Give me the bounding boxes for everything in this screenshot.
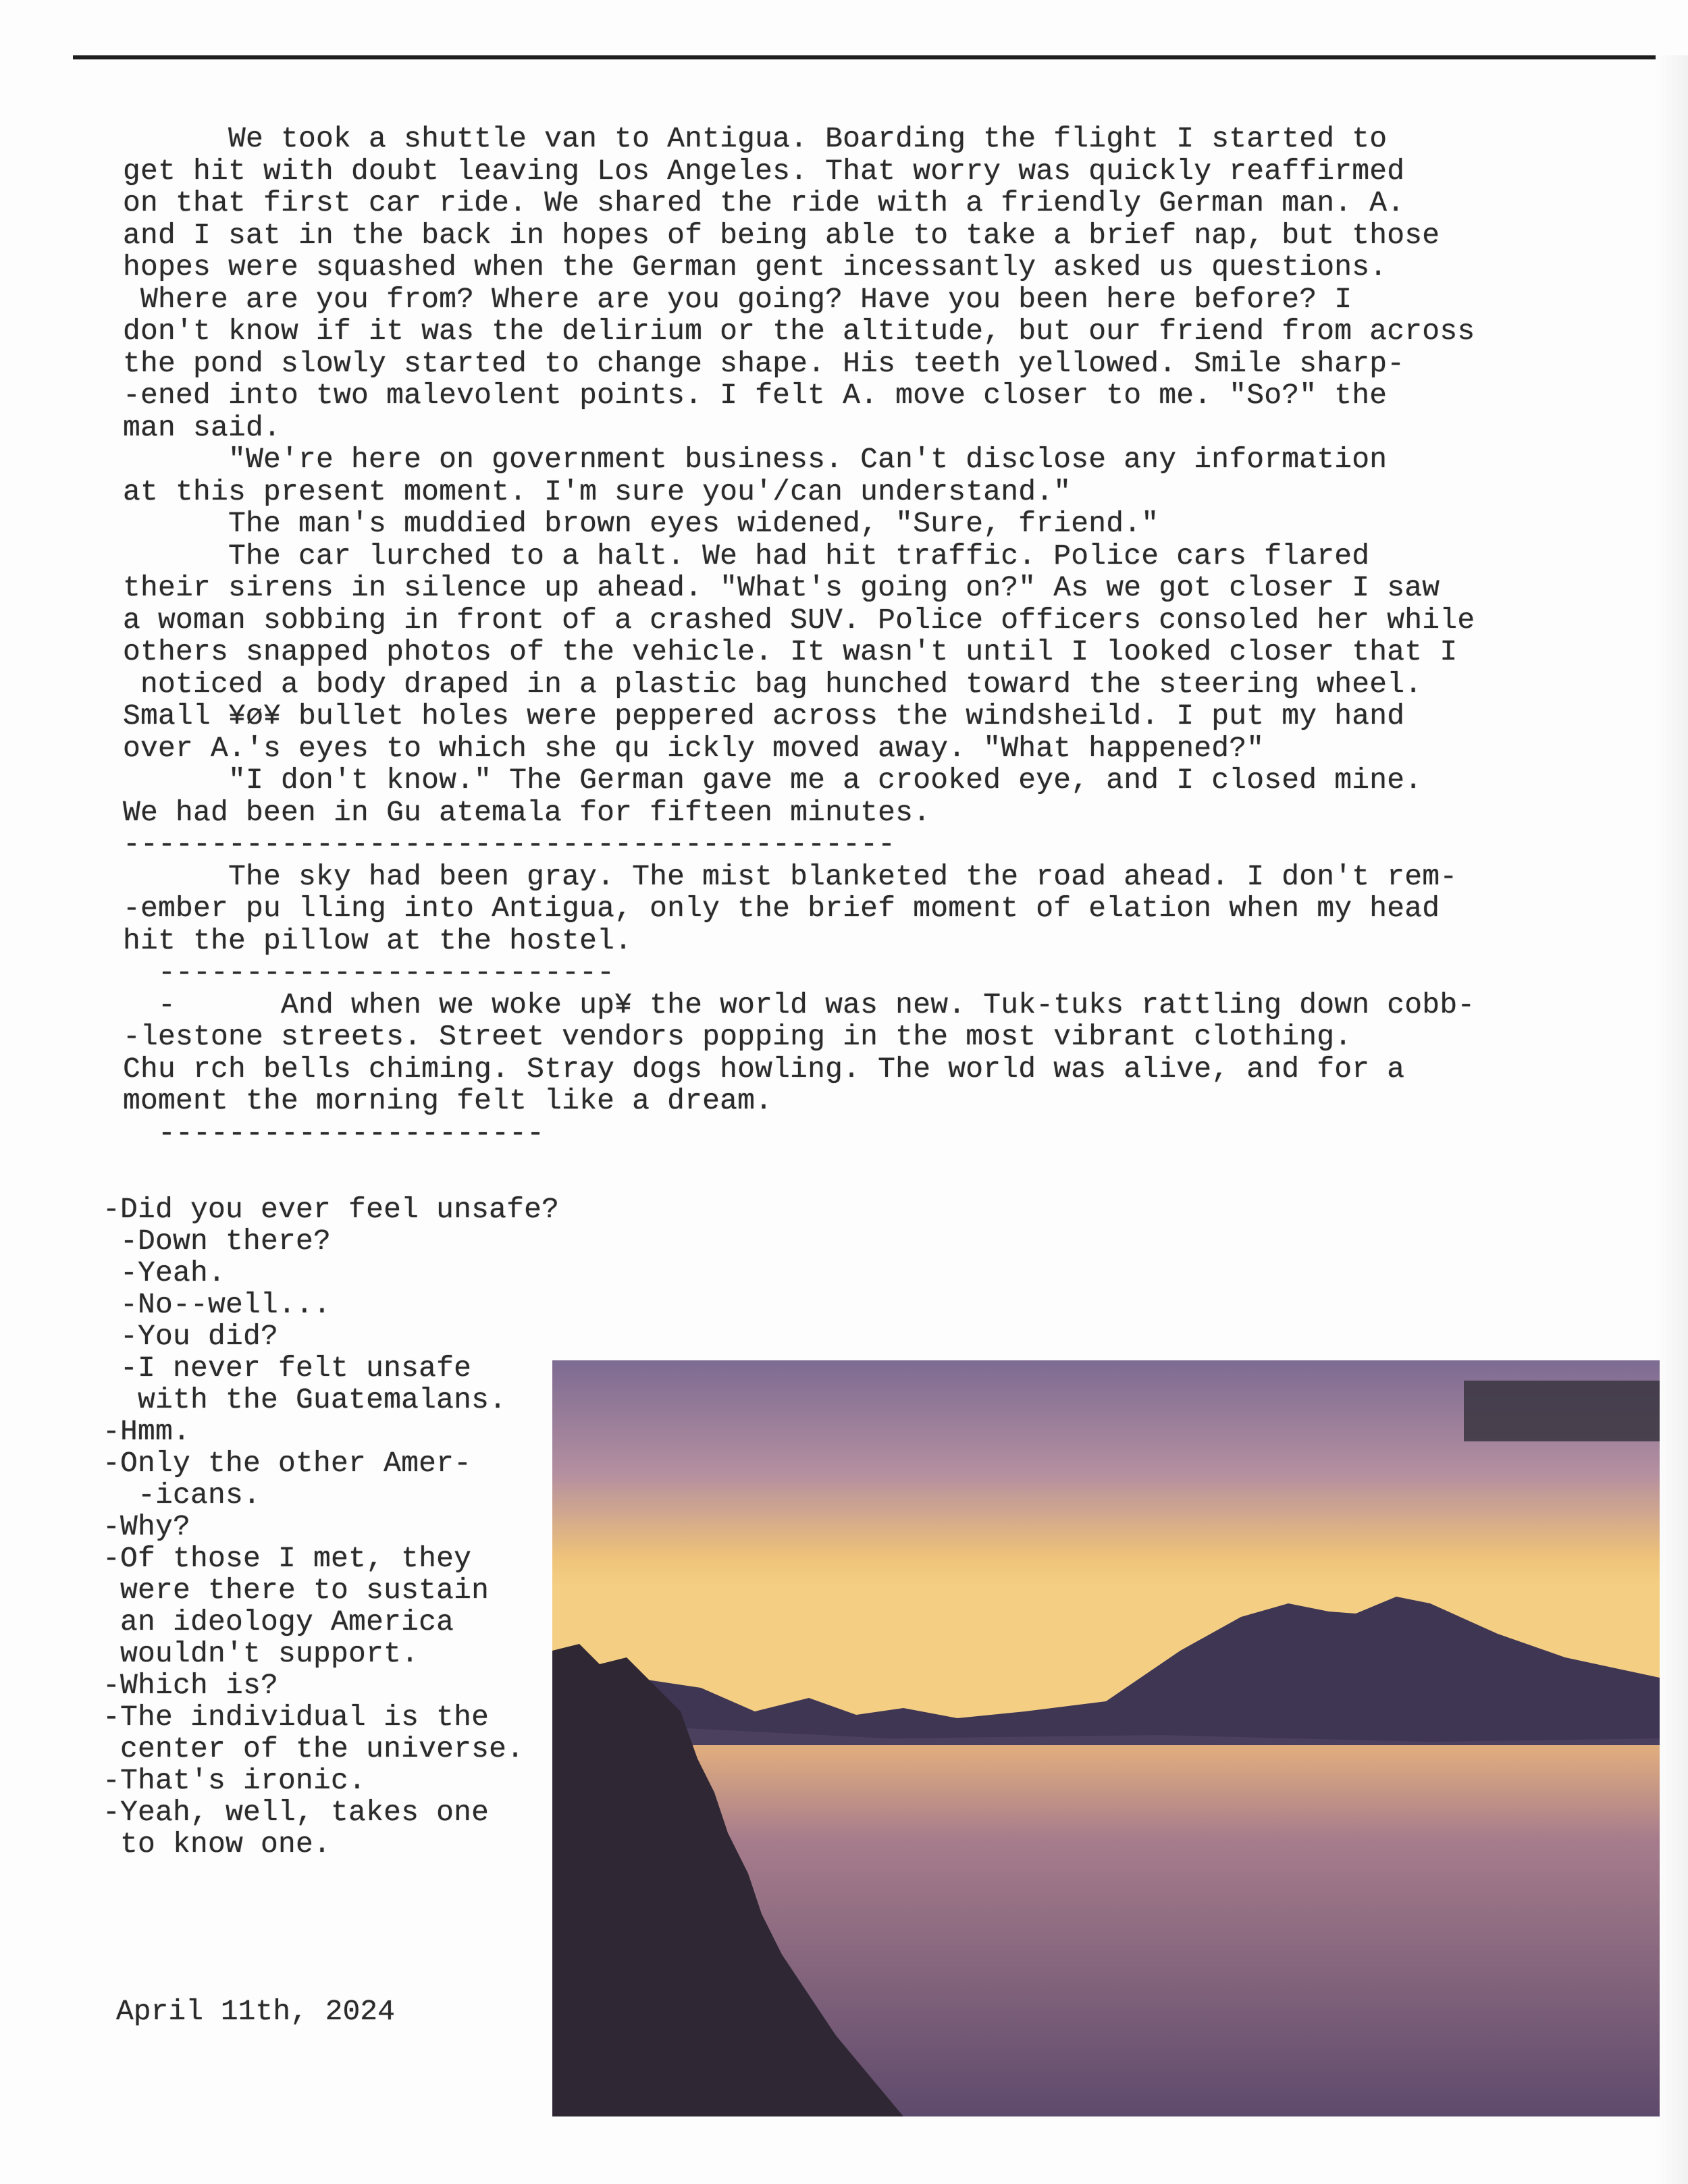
story-line-24: The sky had been gray. The mist blanketed the road ahead. I don't rem- xyxy=(123,859,1458,893)
story-line-26: hit the pillow at the hostel. xyxy=(123,924,633,957)
story-line-21: "I don't know." The German gave me a crooked eye, and I closed mine. xyxy=(123,764,1423,797)
dialogue-line-16: -Which is? xyxy=(103,1669,279,1702)
scan-top-edge xyxy=(73,55,1661,59)
story-line-23: -------------------------------------------- xyxy=(123,828,896,861)
dialogue-line-21: to know one. xyxy=(103,1828,332,1861)
story-line-32: ---------------------- xyxy=(123,1116,545,1150)
story-line-25: -ember pu lling into Antigua, only the brief moment of elation when my head xyxy=(123,892,1440,925)
story-line-5: hopes were squashed when the German gent incessantly asked us questions. xyxy=(123,250,1388,284)
story-line-10: man said. xyxy=(123,410,282,444)
dialogue-line-5: -You did? xyxy=(103,1320,279,1353)
story-line-8: the pond slowly started to change shape. His teeth yellowed. Smile sharp- xyxy=(123,346,1405,380)
dialogue-line-3: -Yeah. xyxy=(103,1256,226,1289)
dialogue-line-19: -That's ironic. xyxy=(103,1764,367,1797)
story-line-20: over A.'s eyes to which she qu ickly moved away. "What happened?" xyxy=(123,731,1265,765)
story-line-17: others snapped photos of the vehicle. It wasn't until I looked closer that I xyxy=(123,635,1458,668)
dialogue-line-2: -Down there? xyxy=(103,1225,332,1258)
dialogue-line-8: -Hmm. xyxy=(103,1415,191,1448)
dialogue-text xyxy=(103,1194,559,1860)
story-line-28: - And when we woke up¥ the world was new. Tuk-tuks rattling down cobb- xyxy=(123,988,1475,1021)
dialogue-line-13: were there to sustain xyxy=(103,1574,490,1607)
lake-sunset-photo xyxy=(552,1360,1660,2116)
photo-illustration xyxy=(552,1360,1660,2116)
story-line-9: -ened into two malevolent points. I felt A. move closer to me. "So?" the xyxy=(123,379,1388,412)
story-line-12: at this present moment. I'm sure you'/can understand." xyxy=(123,475,1072,508)
dialogue-line-12: -Of those I met, they xyxy=(103,1542,472,1575)
dialogue-line-10: -icans. xyxy=(103,1479,261,1512)
dialogue-line-7: with the Guatemalans. xyxy=(103,1383,507,1416)
story-line-19: Small ¥ø¥ bullet holes were peppered across the windsheild. I put my hand xyxy=(123,699,1405,733)
dialogue-line-14: an ideology America xyxy=(103,1605,454,1639)
story-line-29: -lestone streets. Street vendors popping in the most vibrant clothing. xyxy=(123,1020,1352,1053)
story-line-1: We took a shuttle van to Antigua. Boarding the flight I started to xyxy=(123,122,1388,155)
dialogue-line-18: center of the universe. xyxy=(103,1732,525,1765)
story-line-15: their sirens in silence up ahead. "What's going on?" As we got closer I saw xyxy=(123,571,1440,604)
story-line-18: noticed a body draped in a plastic bag hunched toward the steering wheel. xyxy=(123,667,1423,701)
story-line-16: a woman sobbing in front of a crashed SUV. Police officers consoled her while xyxy=(123,603,1475,637)
story-line-30: Chu rch bells chiming. Stray dogs howling. The world was alive, and for a xyxy=(123,1052,1405,1086)
story-line-14: The car lurched to a halt. We had hit traffic. Police cars flared xyxy=(123,539,1370,572)
dialogue-line-4: -No--well... xyxy=(103,1288,332,1321)
story-text xyxy=(123,123,1475,1149)
corner-overhang xyxy=(1464,1381,1660,1441)
dialogue-line-6: -I never felt unsafe xyxy=(103,1352,472,1385)
scan-side-shadow xyxy=(1656,55,1688,2184)
dialogue-line-1: -Did you ever feel unsafe? xyxy=(103,1193,560,1226)
story-line-4: and I sat in the back in hopes of being able to take a brief nap, but those xyxy=(123,218,1440,252)
dialogue-line-20: -Yeah, well, takes one xyxy=(103,1796,490,1829)
story-line-27: -------------------------- xyxy=(123,956,615,989)
story-line-6: Where are you from? Where are you going? Have you been here before? I xyxy=(123,282,1352,316)
story-line-2: get hit with doubt leaving Los Angeles. That worry was quickly reaffirmed xyxy=(123,154,1405,188)
entry-date: April 11th, 2024 xyxy=(116,1995,395,2028)
dialogue-line-11: -Why? xyxy=(103,1510,191,1543)
story-line-7: don't know if it was the delirium or the altitude, but our friend from across xyxy=(123,315,1475,348)
dialogue-line-9: -Only the other Amer- xyxy=(103,1447,472,1480)
story-line-22: We had been in Gu atemala for fifteen minutes. xyxy=(123,795,931,829)
story-line-11: "We're here on government business. Can't disclose any information xyxy=(123,443,1388,476)
story-line-3: on that first car ride. We shared the ride with a friendly German man. A. xyxy=(123,186,1405,219)
dialogue-line-17: -The individual is the xyxy=(103,1701,490,1734)
story-line-13: The man's muddied brown eyes widened, "Sure, friend." xyxy=(123,507,1159,540)
dialogue-line-15: wouldn't support. xyxy=(103,1637,419,1670)
story-line-31: moment the morning felt like a dream. xyxy=(123,1084,773,1117)
